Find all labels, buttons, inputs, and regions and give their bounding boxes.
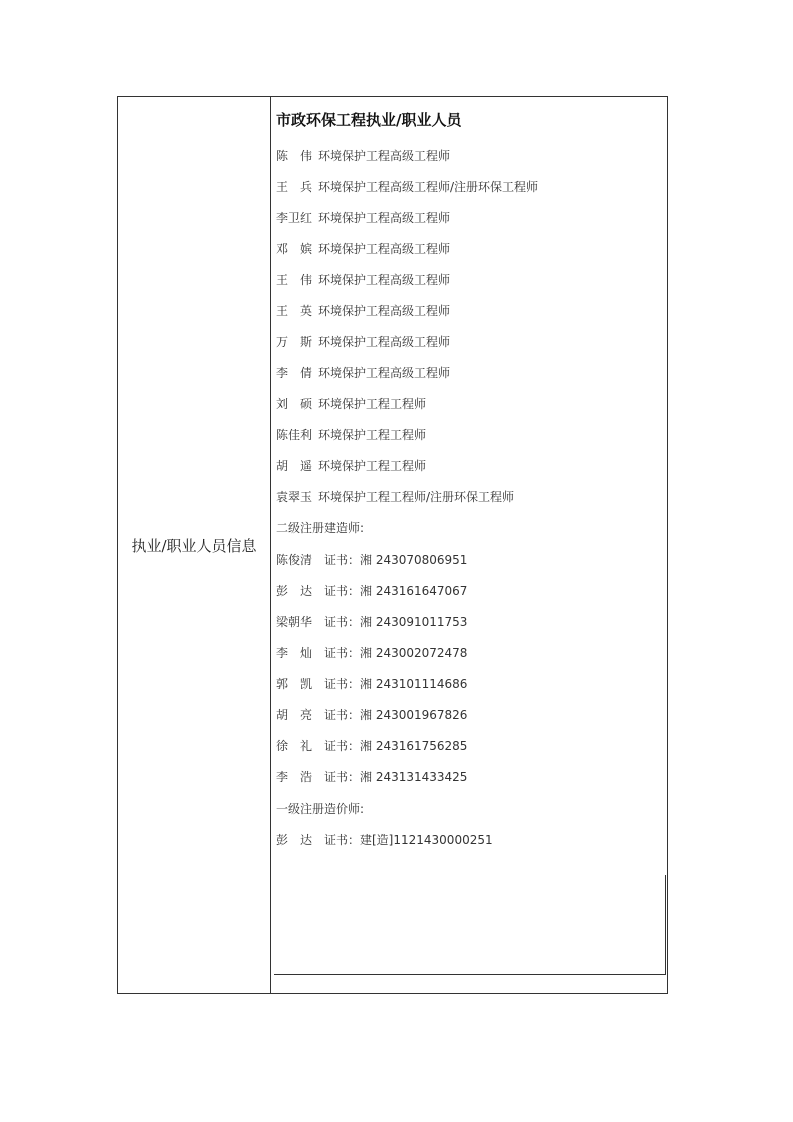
person-title: 环境保护工程高级工程师 (318, 211, 451, 225)
person-name: 李 灿 (276, 646, 313, 660)
list-item (276, 707, 467, 723)
list-item (276, 458, 426, 474)
section-title: 市政环保工程执业/职业人员 (276, 111, 462, 129)
person-name: 袁翠玉 (276, 490, 313, 504)
label-cell (118, 97, 271, 993)
builders-heading: 二级注册建造师: (276, 521, 365, 535)
cert-number: 证书：湘 243161647067 (324, 584, 468, 598)
person-title: 环境保护工程高级工程师 (318, 335, 451, 349)
list-item (276, 303, 450, 319)
cert-number: 证书：湘 243002072478 (324, 646, 468, 660)
person-title: 环境保护工程工程师 (318, 397, 427, 411)
list-item (276, 334, 450, 350)
person-name: 彭 达 (276, 584, 313, 598)
person-title: 环境保护工程工程师 (318, 459, 427, 473)
person-name: 王 英 (276, 304, 313, 318)
list-item (276, 427, 426, 443)
person-title: 环境保护工程高级工程师 (318, 242, 451, 256)
list-item (276, 210, 450, 226)
person-name: 郭 凯 (276, 677, 313, 691)
list-item (276, 552, 467, 568)
cert-number: 证书：建[造]1121430000251 (324, 833, 493, 847)
person-title: 环境保护工程高级工程师 (318, 366, 451, 380)
list-item (276, 241, 450, 257)
cert-number: 证书：湘 243001967826 (324, 708, 468, 722)
list-item (276, 179, 538, 195)
cert-number: 证书：湘 243091011753 (324, 615, 468, 629)
cert-number: 证书：湘 243101114686 (324, 677, 468, 691)
list-item (276, 272, 450, 288)
list-item (276, 396, 426, 412)
person-name: 胡 亮 (276, 708, 313, 722)
list-item (276, 365, 450, 381)
person-name: 刘 硕 (276, 397, 313, 411)
cert-number: 证书：湘 243070806951 (324, 553, 468, 567)
inner-border-right (665, 875, 666, 975)
person-title: 环境保护工程高级工程师/注册环保工程师 (318, 180, 539, 194)
person-name: 彭 达 (276, 833, 313, 847)
list-item (276, 738, 467, 754)
cert-number: 证书：湘 243131433425 (324, 770, 468, 784)
cost-heading: 一级注册造价师: (276, 802, 365, 816)
list-item (276, 583, 467, 599)
person-name: 王 伟 (276, 273, 313, 287)
info-table (117, 96, 668, 994)
person-name: 李卫红 (276, 211, 313, 225)
person-title: 环境保护工程高级工程师 (318, 304, 451, 318)
inner-border-bottom (274, 974, 666, 975)
content-cell (271, 97, 667, 993)
list-item (276, 489, 514, 505)
person-name: 李 浩 (276, 770, 313, 784)
person-name: 陈佳利 (276, 428, 313, 442)
row-label: 执业/职业人员信息 (131, 536, 257, 555)
person-name: 徐 礼 (276, 739, 313, 753)
person-name: 梁朝华 (276, 615, 313, 629)
list-item (276, 769, 467, 785)
person-name: 陈俊清 (276, 553, 313, 567)
list-item (276, 148, 450, 164)
list-item (276, 614, 467, 630)
list-item (276, 676, 467, 692)
person-name: 陈 伟 (276, 149, 313, 163)
person-name: 邓 嫔 (276, 242, 313, 256)
person-title: 环境保护工程工程师/注册环保工程师 (318, 490, 515, 504)
person-title: 环境保护工程工程师 (318, 428, 427, 442)
person-name: 王 兵 (276, 180, 313, 194)
cert-number: 证书：湘 243161756285 (324, 739, 468, 753)
person-name: 李 倩 (276, 366, 313, 380)
person-name: 万 斯 (276, 335, 313, 349)
person-name: 胡 遥 (276, 459, 313, 473)
list-item (276, 832, 493, 848)
person-title: 环境保护工程高级工程师 (318, 149, 451, 163)
list-item (276, 645, 467, 661)
person-title: 环境保护工程高级工程师 (318, 273, 451, 287)
